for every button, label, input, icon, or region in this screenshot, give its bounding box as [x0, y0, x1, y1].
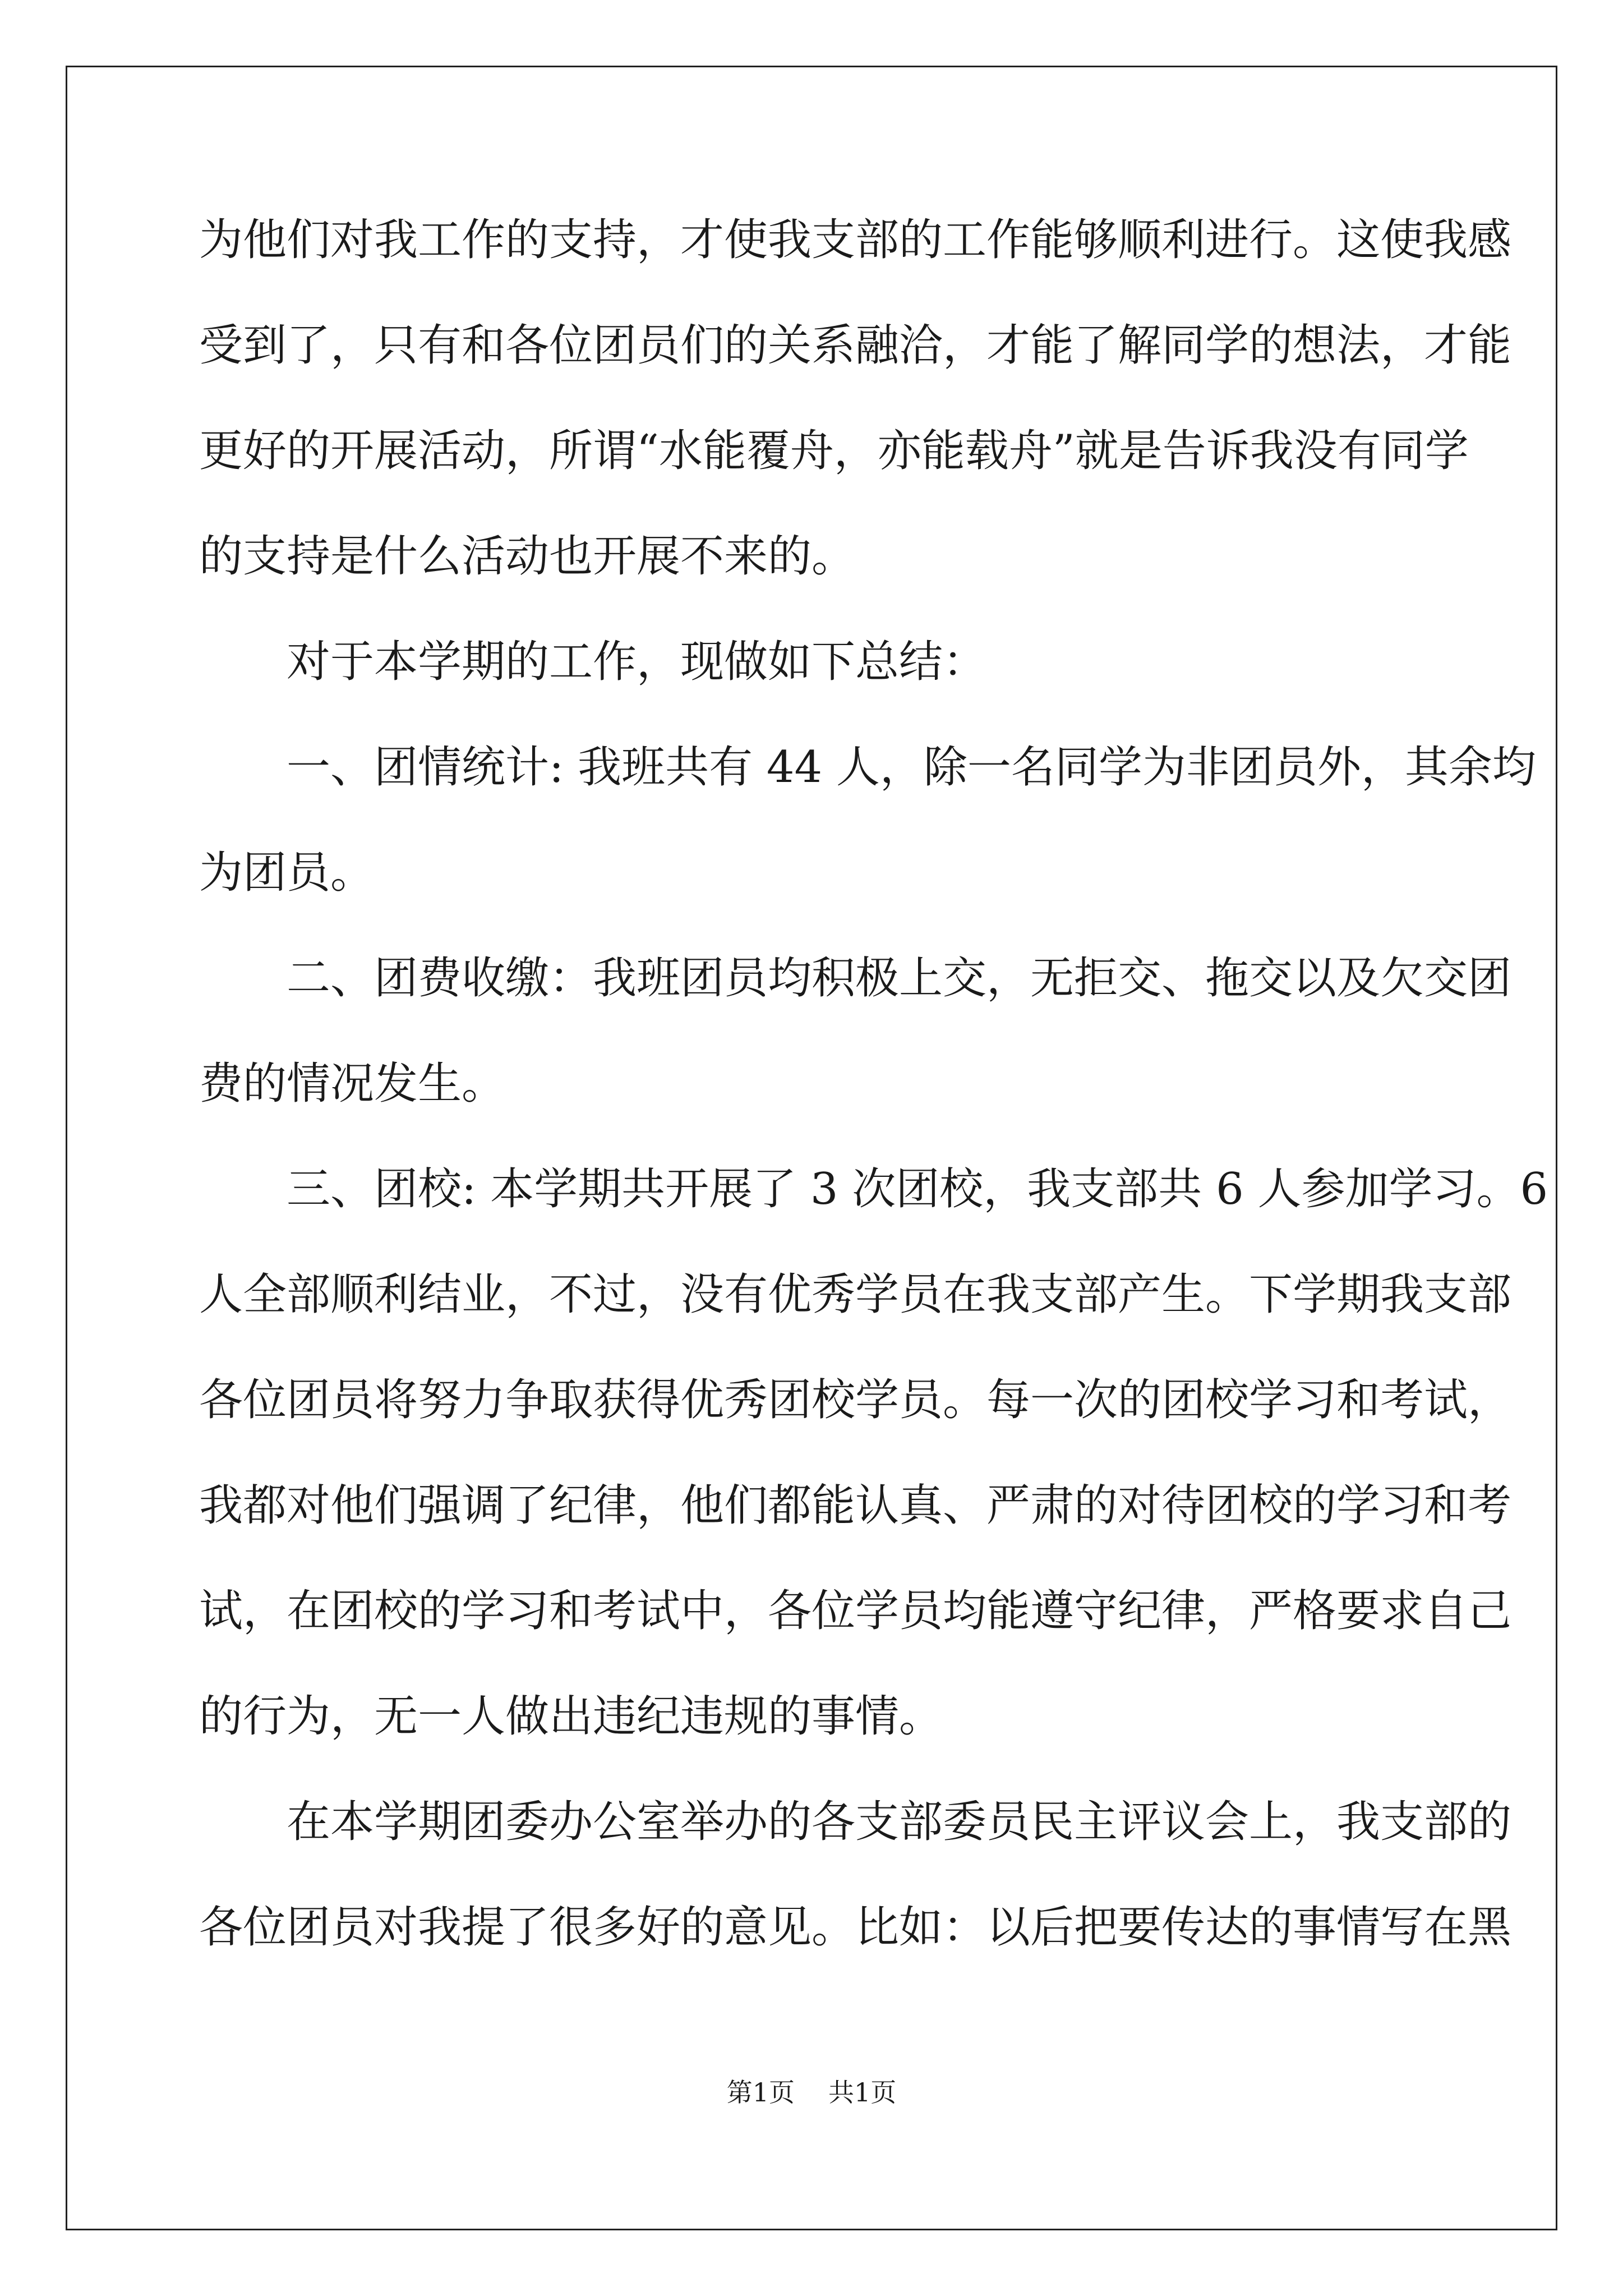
page-number: 第1页: [726, 2077, 795, 2108]
text-line: 我都对他们强调了纪律，他们都能认真、严肃的对待团校的学习和考: [199, 1480, 1512, 1531]
text-line: 对于本学期的工作，现做如下总结：: [199, 637, 987, 687]
text-line: 为团员。: [199, 848, 375, 898]
text-line: 的行为，无一人做出违纪违规的事情。: [199, 1691, 943, 1742]
text-line: 各位团员对我提了很多好的意见。比如：以后把要传达的事情写在黑: [199, 1902, 1512, 1953]
page-footer: [0, 2076, 1623, 2109]
page-total: 共1页: [828, 2077, 897, 2108]
text-line: 的支持是什么活动也开展不来的。: [199, 531, 856, 582]
text-line: 各位团员将努力争取获得优秀团校学员。每一次的团校学习和考试，: [199, 1375, 1512, 1425]
text-line: 为他们对我工作的支持，才使我支部的工作能够顺利进行。这使我感: [199, 215, 1512, 265]
text-line: 人全部顺利结业，不过，没有优秀学员在我支部产生。下学期我支部: [199, 1269, 1512, 1320]
text-line: 费的情况发生。: [199, 1059, 506, 1109]
text-line: 受到了，只有和各位团员们的关系融洽，才能了解同学的想法，才能: [199, 320, 1512, 371]
text-line: 在本学期团委办公室举办的各支部委员民主评议会上，我支部的: [199, 1797, 1512, 1847]
text-line: 更好的开展活动，所谓“水能覆舟，亦能载舟”就是告诉我没有同学: [199, 426, 1469, 476]
text-line: 试，在团校的学习和考试中，各位学员均能遵守纪律，严格要求自己: [199, 1586, 1512, 1636]
text-line: 三、团校: 本学期共开展了 3 次团校，我支部共 6 人参加学习。6: [199, 1164, 1548, 1214]
text-line: 二、团费收缴：我班团员均积极上交，无拒交、拖交以及欠交团: [199, 953, 1512, 1004]
text-line: 一、团情统计: 我班共有 44 人，除一名同学为非团员外，其余均: [199, 742, 1536, 793]
